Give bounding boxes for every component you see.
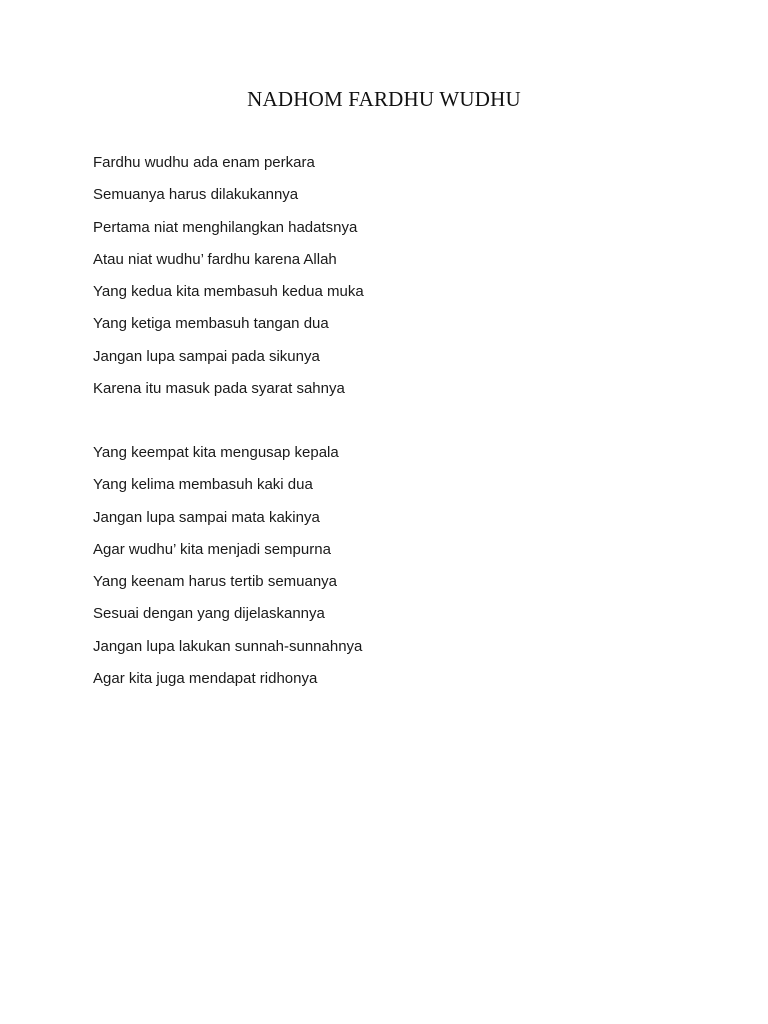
verse-line: Agar kita juga mendapat ridhonya xyxy=(93,670,318,688)
verse-line: Jangan lupa lakukan sunnah-sunnahnya xyxy=(93,637,363,655)
verse-line: Jangan lupa sampai mata kakinya xyxy=(93,508,320,526)
verse-line: Sesuai dengan yang dijelaskannya xyxy=(93,605,325,623)
verse-line: Yang ketiga membasuh tangan dua xyxy=(93,315,329,333)
verse-line: Yang keempat kita mengusap kepala xyxy=(93,444,339,461)
verse-line: Yang kedua kita membasuh kedua muka xyxy=(93,283,364,301)
stanza-1 xyxy=(93,153,364,411)
verse-line: Semuanya harus dilakukannya xyxy=(93,186,299,204)
verse-line: Jangan lupa sampai pada sikunya xyxy=(93,347,320,365)
verse-line: Atau niat wudhu’ fardhu karena Allah xyxy=(93,250,337,268)
page-title: NADHOM FARDHU WUDHU xyxy=(247,87,521,111)
verse-line: Fardhu wudhu ada enam perkara xyxy=(93,154,315,171)
verse-line: Yang keenam harus tertib semuanya xyxy=(93,573,338,591)
verse-line: Karena itu masuk pada syarat sahnya xyxy=(93,380,345,398)
verse-line: Pertama niat menghilangkan hadatsnya xyxy=(93,218,358,236)
stanza-2 xyxy=(93,443,362,701)
verse-line: Yang kelima membasuh kaki dua xyxy=(93,476,313,494)
verse-line: Agar wudhu’ kita menjadi sempurna xyxy=(93,540,331,558)
